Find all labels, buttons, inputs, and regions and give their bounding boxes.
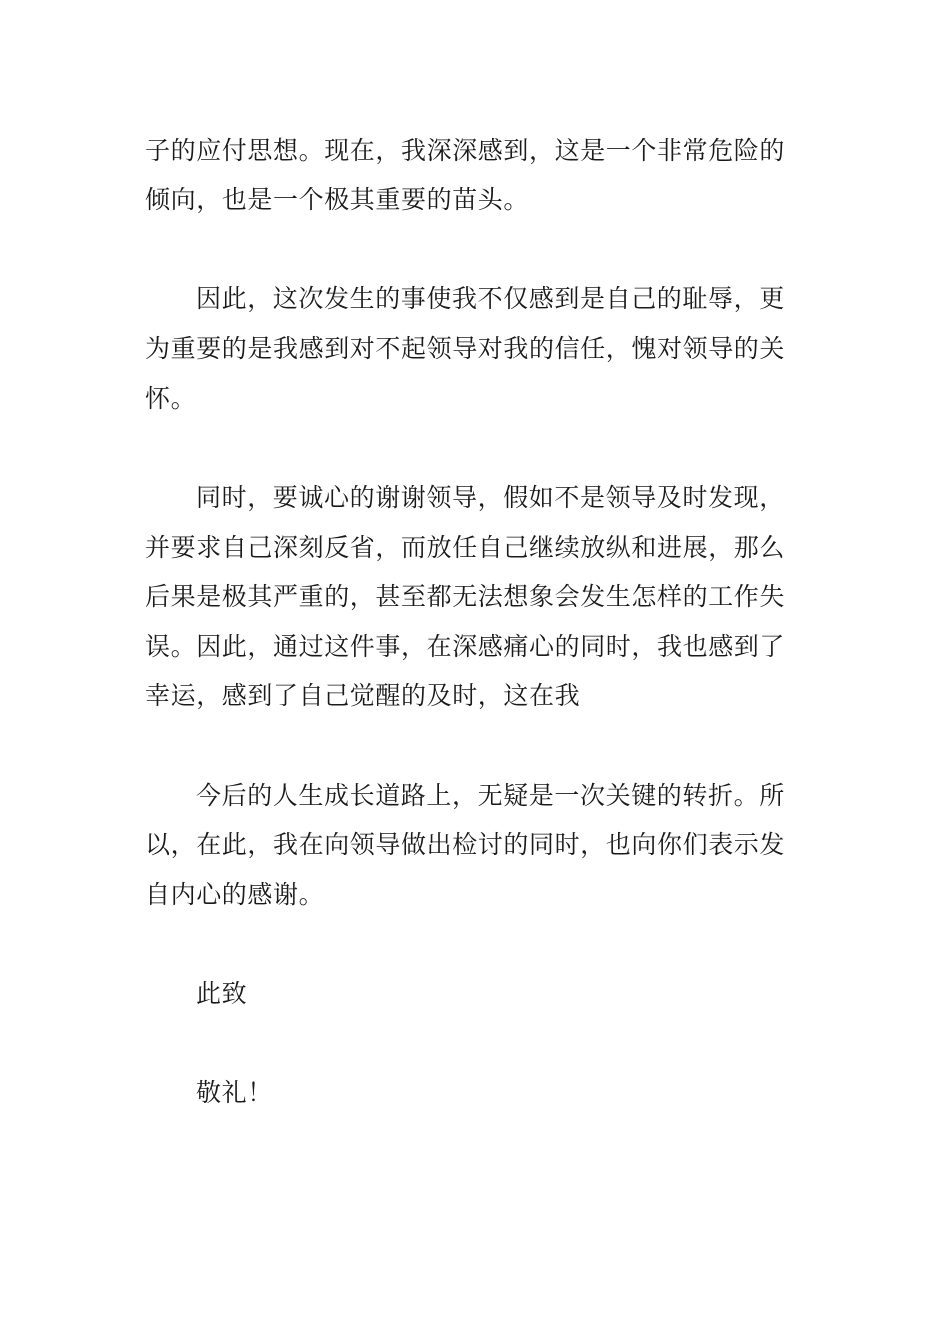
closing-regards: 敬礼！ <box>196 1078 273 1107</box>
paragraph-3-line-5: 幸运，感到了自己觉醒的及时，这在我 <box>145 681 581 710</box>
paragraph-4-line-3: 自内心的感谢。 <box>145 880 325 909</box>
paragraph-3-line-3: 后果是极其严重的，甚至都无法想象会发生怎样的工作失 <box>145 582 786 611</box>
paragraph-2-line-3: 怀。 <box>145 384 197 413</box>
paragraph-1-line-2: 倾向，也是一个极其重要的苗头。 <box>145 185 530 214</box>
paragraph-2-line-2: 为重要的是我感到对不起领导对我的信任，愧对领导的关 <box>145 334 786 363</box>
closing-salutation: 此致 <box>196 979 248 1008</box>
paragraph-4-line-2: 以，在此，我在向领导做出检讨的同时，也向你们表示发 <box>145 830 786 859</box>
paragraph-1-line-1: 子的应付思想。现在，我深深感到，这是一个非常危险的 <box>145 136 786 165</box>
paragraph-3-line-4: 误。因此，通过这件事，在深感痛心的同时，我也感到了 <box>145 632 786 661</box>
paragraph-2-line-1: 因此，这次发生的事使我不仅感到是自己的耻辱，更 <box>196 284 785 313</box>
paragraph-4-line-1: 今后的人生成长道路上，无疑是一次关键的转折。所 <box>196 781 785 810</box>
paragraph-3-line-2: 并要求自己深刻反省，而放任自己继续放纵和进展，那么 <box>145 533 786 562</box>
paragraph-3-line-1: 同时，要诚心的谢谢领导，假如不是领导及时发现， <box>196 483 785 512</box>
